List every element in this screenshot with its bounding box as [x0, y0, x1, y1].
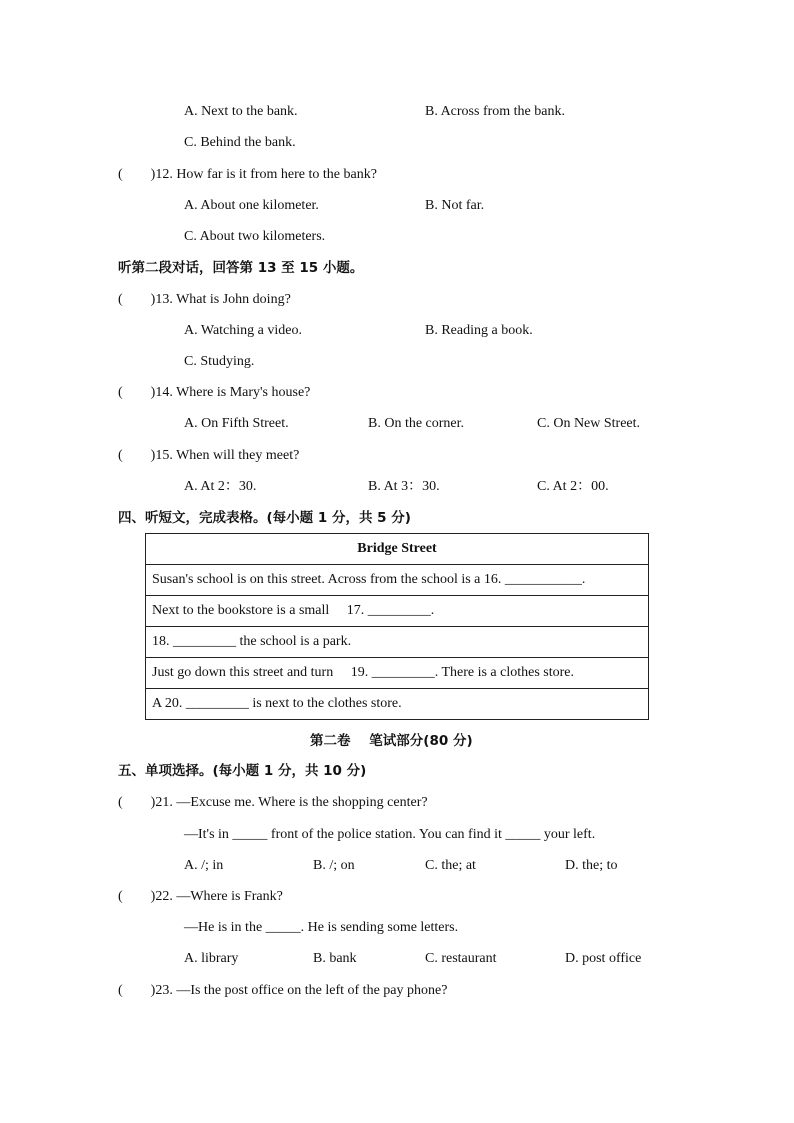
q21-option-b: B. /; on — [313, 858, 355, 873]
q14-option-c: C. On New Street. — [537, 416, 641, 431]
q12-option-a: A. About one kilometer. — [184, 198, 319, 213]
table-row: A 20. _________ is next to the clothes store. — [146, 689, 649, 720]
q12-stem: ( )12. How far is it from here to the bank? — [118, 167, 377, 182]
q14-stem: ( )14. Where is Mary's house? — [118, 385, 311, 400]
section5-heading: 五、单项选择。(每小题 1 分，共 10 分) — [118, 763, 367, 779]
section4-heading: 四、听短文，完成表格。(每小题 1 分，共 5 分) — [118, 510, 411, 526]
q11-option-a: A. Next to the bank. — [184, 104, 298, 119]
table-row: 18. _________ the school is a park. — [146, 627, 649, 658]
q21-option-c: C. the; at — [425, 858, 476, 873]
q22-option-d: D. post office — [565, 951, 642, 966]
q21-option-a: A. /; in — [184, 858, 224, 873]
q22-option-c: C. restaurant — [425, 951, 497, 966]
q15-option-b: B. At 3：30. — [368, 479, 440, 494]
q12-option-c: C. About two kilometers. — [184, 229, 326, 244]
table-row: Susan's school is on this street. Across from the school is a 16. ___________. — [146, 565, 649, 596]
q11-option-b: B. Across from the bank. — [425, 104, 565, 119]
q13-option-a: A. Watching a video. — [184, 323, 302, 338]
section-dialog2-heading: 听第二段对话，回答第 13 至 15 小题。 — [118, 260, 364, 276]
q15-stem: ( )15. When will they meet? — [118, 448, 300, 463]
q11-option-c: C. Behind the bank. — [184, 135, 296, 150]
q13-option-b: B. Reading a book. — [425, 323, 533, 338]
q14-option-a: A. On Fifth Street. — [184, 416, 289, 431]
q13-option-c: C. Studying. — [184, 354, 255, 369]
q21-line2: —It's in _____ front of the police station. You can find it _____ your left. — [184, 827, 596, 842]
q14-option-b: B. On the corner. — [368, 416, 465, 431]
q23-stem: ( )23. —Is the post office on the left of the pay phone? — [118, 983, 448, 998]
q12-option-b: B. Not far. — [425, 198, 485, 213]
q15-option-a: A. At 2：30. — [184, 479, 257, 494]
part2-title: 第二卷 笔试部分(80 分) — [310, 733, 473, 749]
q22-stem: ( )22. —Where is Frank? — [118, 889, 283, 904]
q22-option-b: B. bank — [313, 951, 357, 966]
q15-option-c: C. At 2：00. — [537, 479, 609, 494]
q22-line2: —He is in the _____. He is sending some letters. — [184, 920, 459, 935]
bridge-street-table — [145, 533, 649, 720]
q22-option-a: A. library — [184, 951, 239, 966]
q21-option-d: D. the; to — [565, 858, 618, 873]
table-row: Next to the bookstore is a small 17. _________. — [146, 596, 649, 627]
table-row: Just go down this street and turn 19. _________. There is a clothes store. — [146, 658, 649, 689]
q21-stem: ( )21. —Excuse me. Where is the shopping center? — [118, 795, 428, 810]
q13-stem: ( )13. What is John doing? — [118, 292, 291, 307]
table-header: Bridge Street — [146, 534, 649, 565]
